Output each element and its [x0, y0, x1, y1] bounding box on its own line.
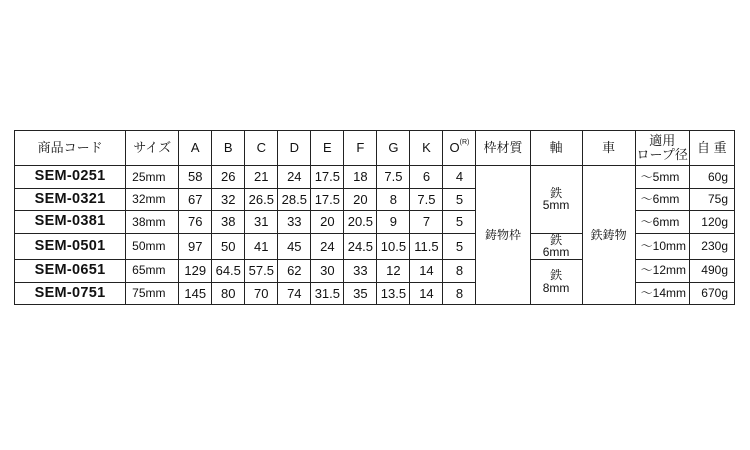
product-code: SEM-0321 — [15, 188, 126, 211]
g-cell: 12 — [377, 259, 410, 282]
b-cell: 38 — [212, 211, 245, 234]
product-code: SEM-0751 — [15, 282, 126, 305]
d-cell: 62 — [278, 259, 311, 282]
c-cell: 21 — [245, 166, 278, 189]
e-cell: 24 — [311, 233, 344, 259]
rope-cell: ～14mm — [635, 282, 689, 305]
d-cell: 74 — [278, 282, 311, 305]
o-cell: 5 — [443, 233, 476, 259]
f-cell: 18 — [344, 166, 377, 189]
a-cell: 145 — [179, 282, 212, 305]
g-cell: 13.5 — [377, 282, 410, 305]
e-cell: 20 — [311, 211, 344, 234]
shaft-cell-2 — [530, 233, 582, 259]
rope-cell: ～5mm — [635, 166, 689, 189]
o-cell: 8 — [443, 282, 476, 305]
header-c: C — [245, 131, 278, 166]
weight-cell: 60g — [689, 166, 734, 189]
product-code: SEM-0381 — [15, 211, 126, 234]
k-cell: 14 — [410, 259, 443, 282]
shaft-3-diameter: 8mm — [542, 281, 570, 296]
k-cell: 6 — [410, 166, 443, 189]
header-rope — [635, 131, 689, 166]
size-cell: 25mm — [126, 166, 179, 189]
header-shaft: 軸 — [530, 131, 582, 166]
a-cell: 97 — [179, 233, 212, 259]
size-cell: 75mm — [126, 282, 179, 305]
f-cell: 20 — [344, 188, 377, 211]
wheel-cell: 鉄鋳物 — [582, 166, 635, 305]
a-cell: 129 — [179, 259, 212, 282]
header-rope-line2: ロープ径 — [636, 147, 688, 162]
f-cell: 33 — [344, 259, 377, 282]
frame-material-cell: 鋳物枠 — [476, 166, 530, 305]
o-cell: 4 — [443, 166, 476, 189]
rope-cell: ～12mm — [635, 259, 689, 282]
f-cell: 35 — [344, 282, 377, 305]
header-d: D — [278, 131, 311, 166]
a-cell: 67 — [179, 188, 212, 211]
size-cell: 65mm — [126, 259, 179, 282]
size-cell: 32mm — [126, 188, 179, 211]
d-cell: 45 — [278, 233, 311, 259]
table-row — [15, 166, 735, 189]
c-cell: 70 — [245, 282, 278, 305]
g-cell: 9 — [377, 211, 410, 234]
weight-cell: 120g — [689, 211, 734, 234]
weight-cell: 490g — [689, 259, 734, 282]
d-cell: 33 — [278, 211, 311, 234]
header-e: E — [311, 131, 344, 166]
f-cell: 20.5 — [344, 211, 377, 234]
size-cell: 50mm — [126, 233, 179, 259]
b-cell: 80 — [212, 282, 245, 305]
c-cell: 57.5 — [245, 259, 278, 282]
g-cell: 10.5 — [377, 233, 410, 259]
d-cell: 28.5 — [278, 188, 311, 211]
weight-cell: 670g — [689, 282, 734, 305]
rope-cell: ～6mm — [635, 188, 689, 211]
product-code: SEM-0501 — [15, 233, 126, 259]
size-cell: 38mm — [126, 211, 179, 234]
d-cell: 24 — [278, 166, 311, 189]
a-cell: 58 — [179, 166, 212, 189]
o-cell: 8 — [443, 259, 476, 282]
o-cell: 5 — [443, 188, 476, 211]
product-code: SEM-0251 — [15, 166, 126, 189]
shaft-1-material: 鉄 — [550, 185, 563, 200]
rope-cell: ～10mm — [635, 233, 689, 259]
header-k: K — [410, 131, 443, 166]
e-cell: 17.5 — [311, 188, 344, 211]
shaft-1-diameter: 5mm — [542, 198, 570, 213]
product-code: SEM-0651 — [15, 259, 126, 282]
weight-cell: 75g — [689, 188, 734, 211]
k-cell: 7 — [410, 211, 443, 234]
spec-table — [14, 130, 735, 305]
header-a: A — [179, 131, 212, 166]
b-cell: 64.5 — [212, 259, 245, 282]
header-o-sup: (R) — [459, 139, 470, 147]
f-cell: 24.5 — [344, 233, 377, 259]
e-cell: 31.5 — [311, 282, 344, 305]
e-cell: 17.5 — [311, 166, 344, 189]
c-cell: 26.5 — [245, 188, 278, 211]
header-frame-material: 枠材質 — [476, 131, 530, 166]
shaft-3-material: 鉄 — [550, 268, 563, 283]
c-cell: 31 — [245, 211, 278, 234]
header-code: 商品コード — [15, 131, 126, 166]
o-cell: 5 — [443, 211, 476, 234]
g-cell: 7.5 — [377, 166, 410, 189]
k-cell: 14 — [410, 282, 443, 305]
shaft-2-diameter: 6mm — [542, 245, 570, 260]
a-cell: 76 — [179, 211, 212, 234]
weight-cell: 230g — [689, 233, 734, 259]
shaft-cell-3 — [530, 259, 582, 304]
header-f: F — [344, 131, 377, 166]
g-cell: 8 — [377, 188, 410, 211]
header-o — [443, 131, 476, 166]
shaft-2-material: 鉄 — [550, 232, 563, 247]
header-size: サイズ — [126, 131, 179, 166]
b-cell: 32 — [212, 188, 245, 211]
b-cell: 50 — [212, 233, 245, 259]
shaft-cell-1 — [530, 166, 582, 234]
header-wheel: 車 — [582, 131, 635, 166]
header-b: B — [212, 131, 245, 166]
c-cell: 41 — [245, 233, 278, 259]
rope-cell: ～6mm — [635, 211, 689, 234]
b-cell: 26 — [212, 166, 245, 189]
header-rope-line1: 適用 — [649, 133, 676, 149]
k-cell: 7.5 — [410, 188, 443, 211]
e-cell: 30 — [311, 259, 344, 282]
k-cell: 11.5 — [410, 233, 443, 259]
header-o-label: O — [449, 140, 460, 156]
header-row — [15, 131, 735, 166]
header-weight: 自 重 — [689, 131, 734, 166]
header-g: G — [377, 131, 410, 166]
